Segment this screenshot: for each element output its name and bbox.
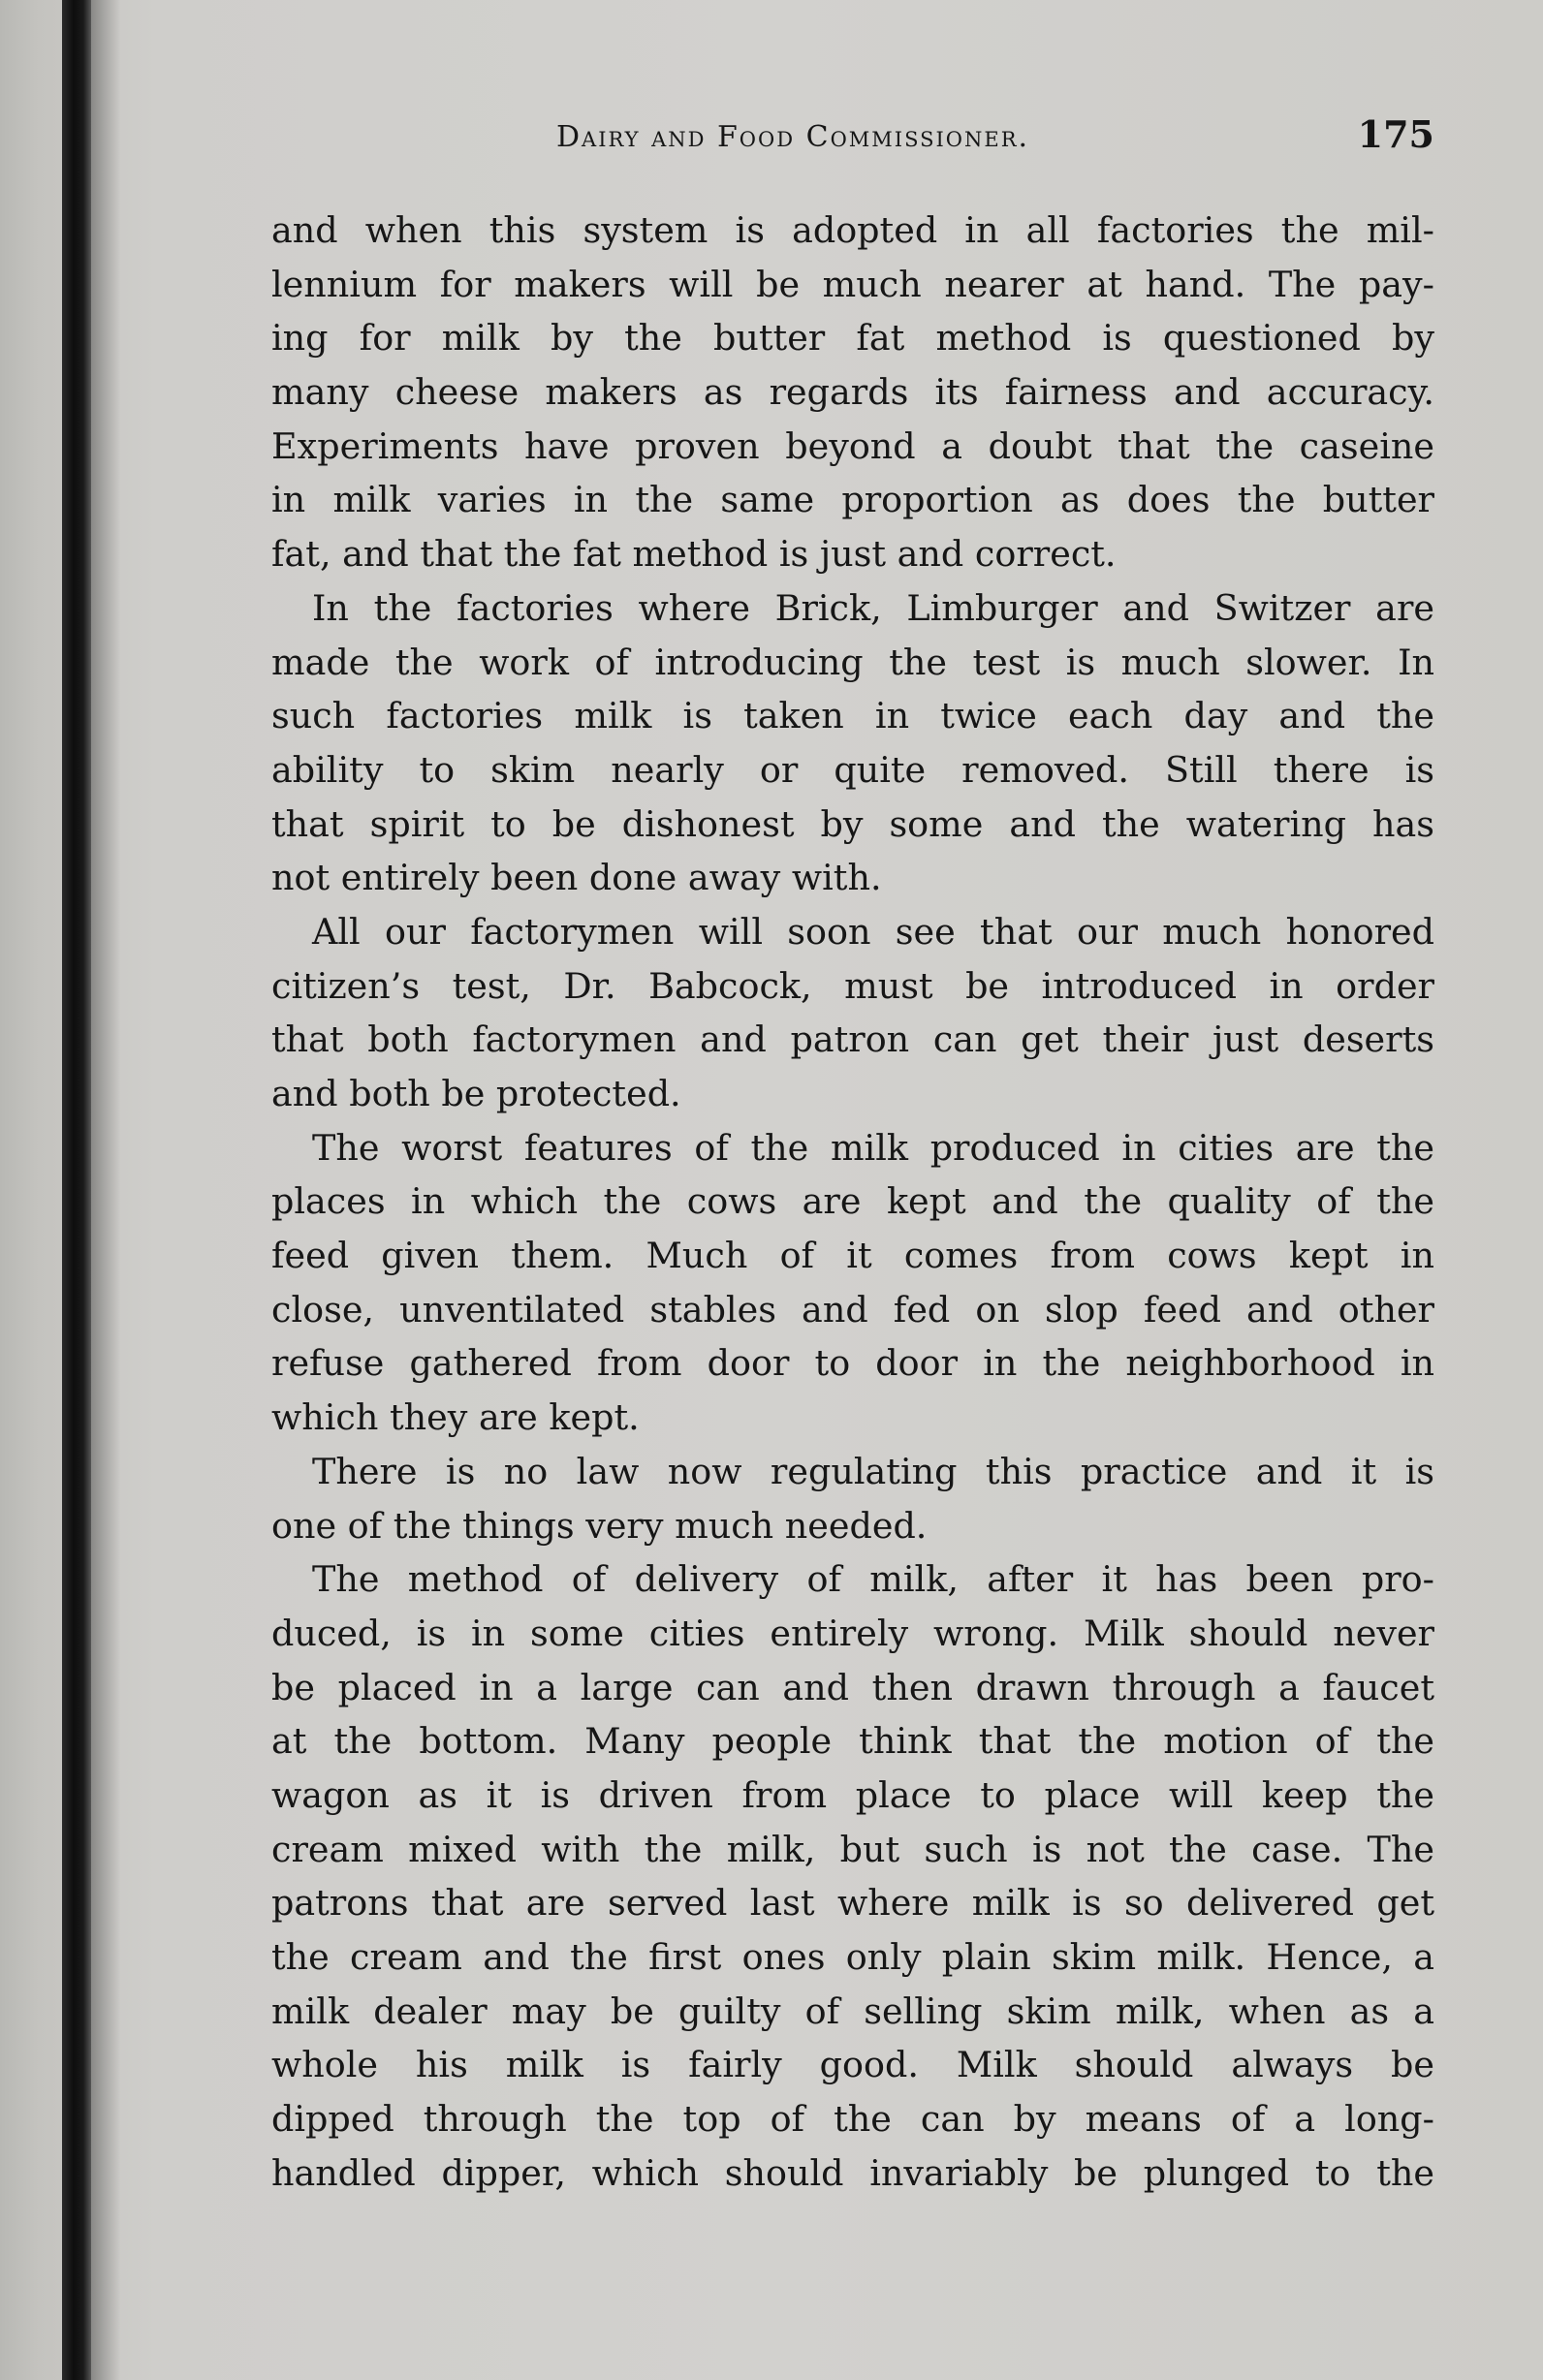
text-line: not entirely been done away with.: [271, 857, 882, 899]
text-line: ing for milk by the butter fat method is questioned by: [271, 317, 1434, 360]
text-line: and both be protected.: [271, 1073, 681, 1114]
text-line: ability to skim nearly or quite removed. Still there is: [271, 748, 1434, 791]
text-line: the cream and the first ones only plain skim milk. Hence, a: [271, 1936, 1434, 1978]
text-line: dipped through the top of the can by means of a long-: [271, 2098, 1434, 2141]
text-line: whole his milk is fairly good. Milk should always be: [271, 2044, 1434, 2086]
paragraph: [271, 204, 1434, 581]
binding-shadow: [91, 0, 120, 2380]
text-line: one of the things very much needed.: [271, 1504, 928, 1547]
text-line: that both factorymen and patron can get their just deserts: [271, 1018, 1434, 1061]
text-line: be placed in a large can and then drawn through a faucet: [271, 1666, 1434, 1708]
paragraph: [271, 1121, 1434, 1445]
text-line: The method of delivery of milk, after it has been pro-: [312, 1558, 1434, 1601]
text-line: in milk varies in the same proportion as does the butter: [271, 479, 1434, 521]
paragraph: [271, 1445, 1434, 1552]
text-line: that spirit to be dishonest by some and the watering has: [271, 802, 1434, 845]
text-line: citizen’s test, Dr. Babcock, must be introduced in order: [271, 964, 1434, 1007]
text-line: duced, is in some cities entirely wrong. Milk should never: [271, 1612, 1434, 1654]
text-line: refuse gathered from door to door in the neighborhood in: [271, 1342, 1434, 1385]
running-head: [271, 112, 1434, 171]
text-line: at the bottom. Many people think that the motion of the: [271, 1720, 1434, 1763]
book-binding-edge: [62, 0, 91, 2380]
text-line: Experiments have proven beyond a doubt that the caseine: [271, 424, 1434, 467]
text-line: such factories milk is taken in twice each day and the: [271, 695, 1434, 737]
text-line: lennium for makers will be much nearer at hand. The pay-: [271, 263, 1434, 305]
page-number: 175: [1357, 112, 1434, 156]
text-line: feed given them. Much of it comes from cows kept in: [271, 1235, 1434, 1277]
text-line: cream mixed with the milk, but such is not the case. The: [271, 1828, 1434, 1870]
text-line: and when this system is adopted in all factories the mil-: [271, 209, 1434, 251]
text-line: which they are kept.: [271, 1396, 640, 1439]
text-line: wagon as it is driven from place to place will keep the: [271, 1773, 1434, 1816]
text-line: The worst features of the milk produced in cities are the: [312, 1126, 1434, 1169]
text-line: fat, and that the fat method is just and correct.: [271, 533, 1117, 576]
text-line: close, unventilated stables and fed on slop feed and other: [271, 1288, 1434, 1331]
body-text: [271, 204, 1434, 2200]
paragraph: [271, 581, 1434, 905]
paragraph: [271, 905, 1434, 1121]
text-line: many cheese makers as regards its fairness and accuracy.: [271, 371, 1434, 414]
text-line: In the factories where Brick, Limburger and Switzer are: [312, 586, 1434, 629]
text-line: made the work of introducing the test is much slower. In: [271, 641, 1434, 683]
paragraph: [271, 1552, 1434, 2200]
text-line: milk dealer may be guilty of selling skim milk, when as a: [271, 1989, 1434, 2032]
text-line: There is no law now regulating this practice and it is: [312, 1450, 1434, 1492]
text-line: places in which the cows are kept and the quality of the: [271, 1180, 1434, 1223]
text-line: patrons that are served last where milk is so delivered get: [271, 1882, 1434, 1925]
text-line: All our factorymen will soon see that our much honored: [312, 910, 1434, 953]
text-line: handled dipper, which should invariably be plunged to the: [271, 2151, 1434, 2194]
running-title: Dairy and Food Commissioner.: [556, 120, 1030, 154]
